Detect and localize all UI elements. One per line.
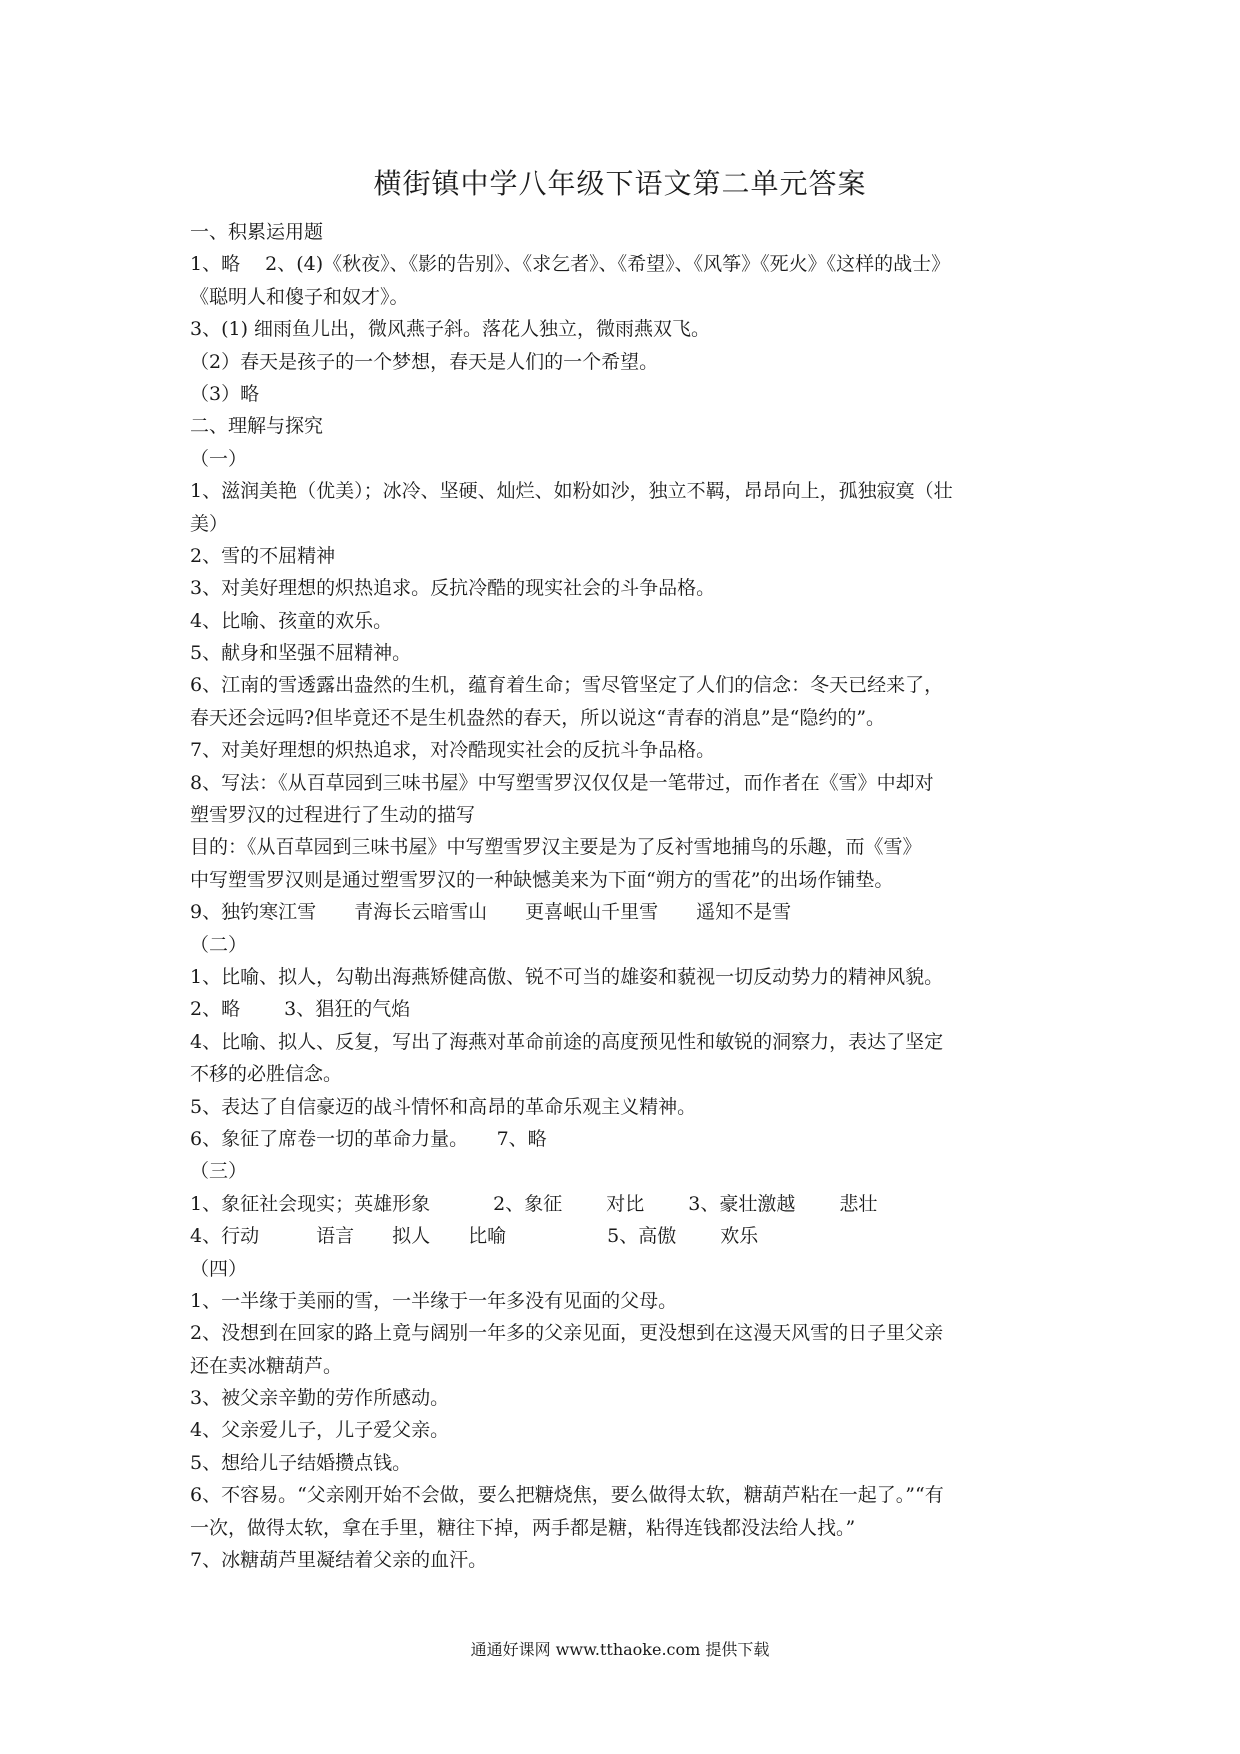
answer-line: 还在卖冰糖葫芦。 [190, 1354, 343, 1377]
answer-line: 一次，做得太软，拿在手里，糖往下掉，两手都是糖，粘得连钱都没法给人找。” [190, 1516, 856, 1539]
answer-line: 6、不容易。“父亲刚开始不会做，要么把糖烧焦，要么做得太软，糖葫芦粘在一起了。”“有 [190, 1484, 944, 1507]
answer-line: 塑雪罗汉的过程进行了生动的描写 [190, 804, 476, 827]
answer-line: 6、江南的雪透露出盎然的生机，蕴育着生命；雪尽管坚定了人们的信念：冬天已经来了， [190, 674, 944, 697]
answer-line: （三） [190, 1160, 248, 1183]
answer-line: 目的：《从百草园到三味书屋》中写塑雪罗汉主要是为了反衬雪地捕鸟的乐趣，而《雪》 [190, 836, 922, 859]
answer-line: 4、比喻、孩童的欢乐。 [190, 609, 393, 632]
answer-line: 二、理解与探究 [190, 415, 324, 438]
answer-line: （3）略 [190, 382, 260, 405]
document-title: 横街镇中学八年级下语文第二单元答案 [373, 167, 867, 200]
answer-line: 4、父亲爱儿子，儿子爱父亲。 [190, 1419, 450, 1442]
answer-line: 6、象征了席卷一切的革命力量。 7、略 [190, 1127, 547, 1150]
answer-line: 1、一半缘于美丽的雪，一半缘于一年多没有见面的父母。 [190, 1289, 678, 1312]
answer-line: （一） [190, 447, 248, 470]
page-footer: 通通好课网 www.tthaoke.com 提供下载 [470, 1640, 770, 1659]
answer-line: 1、滋润美艳（优美）；冰冷、坚硬、灿烂、如粉如沙，独立不羁，昂昂向上，孤独寂寞（壮 [190, 480, 953, 503]
answer-line: 不移的必胜信念。 [190, 1063, 343, 1086]
answer-line: 2、没想到在回家的路上竟与阔别一年多的父亲见面，更没想到在这漫天风雪的日子里父亲 [190, 1322, 944, 1345]
answer-line: 9、独钓寒江雪 青海长云暗雪山 更喜岷山千里雪 遥知不是雪 [190, 901, 792, 924]
answer-line: 7、冰糖葫芦里凝结着父亲的血汗。 [190, 1549, 488, 1572]
answer-line: （2）春天是孩子的一个梦想，春天是人们的一个希望。 [190, 350, 659, 373]
answer-line: 3、被父亲辛勤的劳作所感动。 [190, 1387, 450, 1410]
answer-line: 春天还会远吗?但毕竟还不是生机盎然的春天，所以说这“青春的消息”是“隐约的”。 [190, 706, 886, 729]
answer-line: 4、行动 语言 拟人 比喻 5、高傲 欢乐 [190, 1225, 759, 1248]
answer-line: 8、写法：《从百草园到三味书屋》中写塑雪罗汉仅仅是一笔带过，而作者在《雪》中却对 [190, 771, 934, 794]
answer-line: （二） [190, 933, 248, 956]
answer-line: 7、对美好理想的炽热追求，对冷酷现实社会的反抗斗争品格。 [190, 739, 716, 762]
answer-line: 1、象征社会现实；英雄形象 2、象征 对比 3、豪壮激越 悲壮 [190, 1192, 878, 1215]
answer-line: 5、献身和坚强不屈精神。 [190, 642, 412, 665]
answer-line: 3、(1) 细雨鱼儿出，微风燕子斜。落花人独立，微雨燕双飞。 [190, 318, 711, 341]
answer-line: 4、比喻、拟人、反复，写出了海燕对革命前途的高度预见性和敏锐的洞察力，表达了坚定 [190, 1030, 944, 1053]
answer-line: 一、积累运用题 [190, 221, 324, 243]
answer-line: 中写塑雪罗汉则是通过塑雪罗汉的一种缺憾美来为下面“朔方的雪花”的出场作铺垫。 [190, 868, 894, 891]
answer-line: 5、想给儿子结婚攒点钱。 [190, 1451, 412, 1474]
answer-line: 美） [190, 512, 229, 535]
answer-line: 《聪明人和傻子和奴才》。 [190, 285, 409, 308]
answer-line: 3、对美好理想的炽热追求。反抗冷酷的现实社会的斗争品格。 [190, 577, 716, 600]
answer-body [190, 216, 1070, 1576]
answer-line: 1、略 2、(4)《秋夜》、《影的告别》、《求乞者》、《希望》、《风筝》《死火》《这样的战士》 [190, 253, 951, 276]
answer-line: 2、雪的不屈精神 [190, 544, 336, 567]
answer-line: 2、略 3、猖狂的气焰 [190, 998, 411, 1021]
answer-line: 5、表达了自信豪迈的战斗情怀和高昂的革命乐观主义精神。 [190, 1095, 697, 1118]
answer-line: 1、比喻、拟人，勾勒出海燕矫健高傲、锐不可当的雄姿和藐视一切反动势力的精神风貌。 [190, 965, 944, 988]
answer-line: （四） [190, 1257, 248, 1280]
